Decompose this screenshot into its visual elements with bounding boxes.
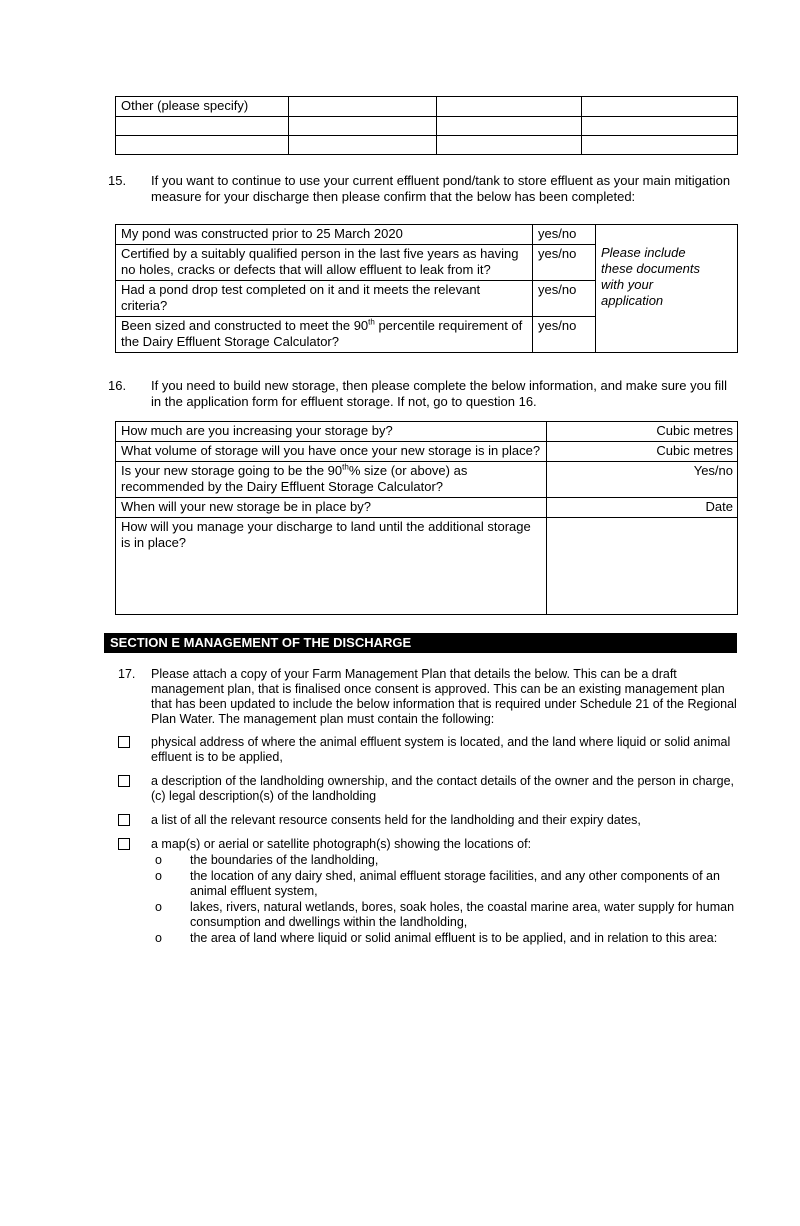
management-plan-checklist	[118, 735, 800, 852]
table-row	[116, 498, 738, 518]
question-text: If you want to continue to use your current effluent pond/tank to store effluent as your main mitigation measure for your discharge then please confirm that the below has been completed:	[151, 173, 731, 204]
checkbox[interactable]	[118, 775, 130, 787]
other-specify-label: Other (please specify)	[116, 97, 289, 117]
pond-constructed-question: My pond was constructed prior to 25 March 2020	[116, 225, 533, 245]
question-15-table	[115, 224, 738, 353]
question-16	[108, 378, 737, 410]
storage-date-question: When will your new storage be in place by?	[116, 498, 547, 518]
input-cell[interactable]	[289, 117, 437, 136]
input-cell[interactable]	[116, 117, 289, 136]
input-cell[interactable]	[437, 136, 582, 155]
answer-cell[interactable]: Cubic metres	[547, 422, 738, 442]
question-text: If you need to build new storage, then please complete the below information, and make sure you fill in the application form for effluent storage. If not, go to question 16.	[151, 378, 727, 409]
input-cell[interactable]	[582, 117, 738, 136]
answer-cell[interactable]: yes/no	[533, 317, 596, 353]
sub-bullet-text: lakes, rivers, natural wetlands, bores, soak holes, the coastal marine area, water supply for human consumption and dwellings within the landholding,	[190, 900, 735, 929]
bullet-marker: o	[155, 869, 162, 883]
question-number: 17.	[118, 667, 136, 681]
checklist-item	[118, 813, 737, 828]
checklist-item	[118, 837, 737, 852]
question-number: 16.	[108, 378, 127, 393]
sub-bullet-item	[155, 869, 737, 899]
table-row	[116, 225, 738, 245]
sub-bullet-text: the boundaries of the landholding,	[190, 853, 379, 867]
bullet-marker: o	[155, 931, 162, 945]
certified-question: Certified by a suitably qualified person in the last five years as having no holes, cracks or defects that will allow effluent to leak from it?	[116, 245, 533, 281]
table-row	[116, 117, 738, 136]
input-cell[interactable]	[582, 136, 738, 155]
question-number: 15.	[108, 173, 127, 188]
input-cell[interactable]	[437, 97, 582, 117]
table-row	[116, 97, 738, 117]
sub-bullet-text: the location of any dairy shed, animal effluent storage facilities, and any other components of an animal effluent system,	[190, 869, 720, 898]
checklist-item-label: a description of the landholding ownership, and the contact details of the owner and the person in charge, (c) legal description(s) of the landholding	[151, 774, 735, 803]
superscript: th	[368, 317, 375, 327]
superscript: th	[342, 462, 349, 472]
sub-bullet-item	[155, 900, 737, 930]
input-cell[interactable]	[582, 97, 738, 117]
checklist-item-label: physical address of where the animal effluent system is located, and the land where liquid or solid animal effluent is to be applied,	[151, 735, 731, 764]
sub-bullet-item	[155, 853, 737, 868]
table-row	[116, 462, 738, 498]
table-row	[116, 442, 738, 462]
question-15	[108, 173, 737, 205]
question-16-table	[115, 421, 738, 615]
sub-bullet-item	[155, 931, 737, 946]
drop-test-question: Had a pond drop test completed on it and it meets the relevant criteria?	[116, 281, 533, 317]
input-cell[interactable]	[116, 136, 289, 155]
checklist-item	[118, 735, 737, 765]
sized-question: Been sized and constructed to meet the 90th percentile requirement of the Dairy Effluent Storage Calculator?	[116, 317, 533, 353]
documents-note: Please include these documents with your application	[601, 245, 701, 308]
answer-cell[interactable]: Date	[547, 498, 738, 518]
table-row	[116, 518, 738, 615]
input-cell[interactable]	[289, 136, 437, 155]
answer-cell[interactable]	[547, 518, 738, 615]
checklist-item-label: a map(s) or aerial or satellite photograph(s) showing the locations of:	[151, 837, 532, 851]
documents-note-cell	[596, 225, 738, 353]
volume-storage-question: What volume of storage will you have once your new storage is in place?	[116, 442, 547, 462]
answer-cell[interactable]: yes/no	[533, 245, 596, 281]
checklist-item-label: a list of all the relevant resource consents held for the landholding and their expiry dates,	[151, 813, 641, 827]
answer-cell[interactable]: yes/no	[533, 281, 596, 317]
sub-bullet-text: the area of land where liquid or solid animal effluent is to be applied, and in relation to this area:	[190, 931, 718, 945]
answer-cell[interactable]: yes/no	[533, 225, 596, 245]
checkbox[interactable]	[118, 838, 130, 850]
bullet-marker: o	[155, 900, 162, 914]
manage-discharge-question: How will you manage your discharge to land until the additional storage is in place?	[116, 518, 547, 615]
checkbox[interactable]	[118, 736, 130, 748]
answer-cell[interactable]: Cubic metres	[547, 442, 738, 462]
form-page	[0, 96, 800, 946]
question-text: Please attach a copy of your Farm Management Plan that details the below. This can be a draft management plan, that is finalised once consent is approved. This can be an existing management plan that has been updated to include the below information that is required under Schedule 21 of the Regional Plan Water. The management plan must contain the following:	[151, 667, 737, 726]
table-row	[116, 422, 738, 442]
checklist-item	[118, 774, 737, 804]
other-specify-table	[115, 96, 738, 155]
percentile-size-question: Is your new storage going to be the 90th% size (or above) as recommended by the Dairy Effluent Storage Calculator?	[116, 462, 547, 498]
input-cell[interactable]	[289, 97, 437, 117]
question-17	[118, 667, 737, 727]
answer-cell[interactable]: Yes/no	[547, 462, 738, 498]
checkbox[interactable]	[118, 814, 130, 826]
map-locations-sublist	[155, 853, 737, 946]
table-row	[116, 136, 738, 155]
increase-storage-question: How much are you increasing your storage by?	[116, 422, 547, 442]
input-cell[interactable]	[437, 117, 582, 136]
bullet-marker: o	[155, 853, 162, 867]
section-e-header: SECTION E MANAGEMENT OF THE DISCHARGE	[104, 633, 737, 653]
